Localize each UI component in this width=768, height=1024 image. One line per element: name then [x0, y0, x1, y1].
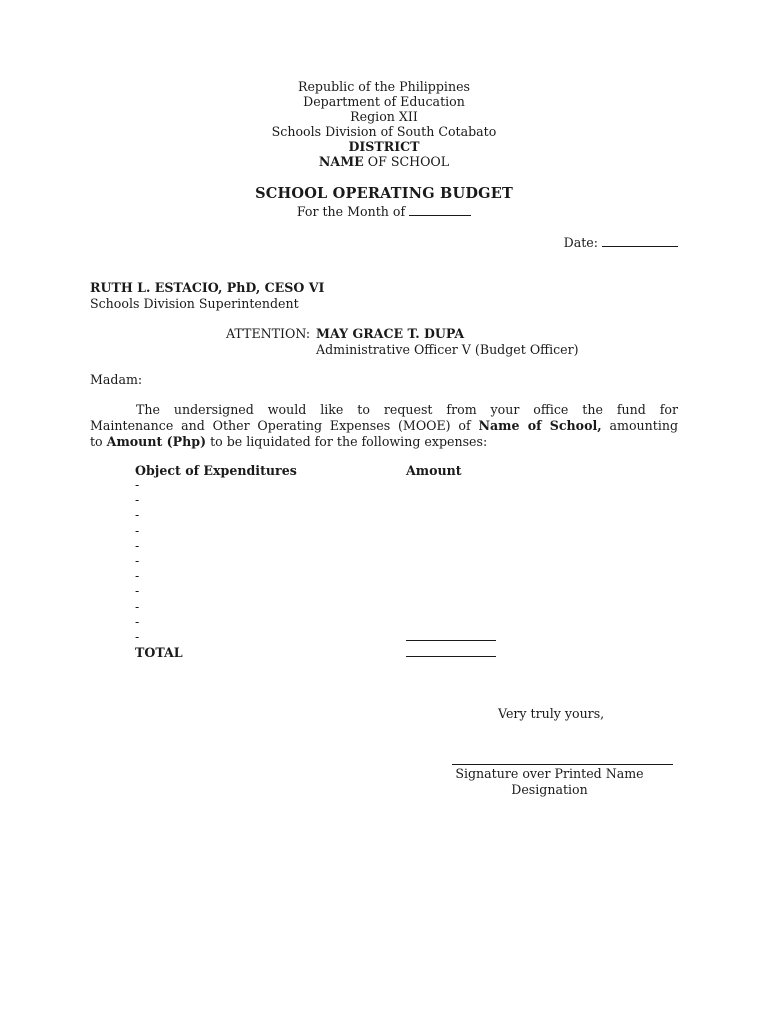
designation-label: Designation [511, 782, 588, 797]
column-header-expenditures: Object of Expenditures [135, 463, 297, 478]
expenditure-item: - [135, 613, 140, 629]
recipient-name: RUTH L. ESTACIO, PhD, CESO VI [90, 280, 325, 295]
month-blank [409, 204, 471, 216]
expenditure-item: - [135, 552, 140, 568]
attention-label: ATTENTION: [226, 326, 311, 341]
expenditure-item: - [135, 537, 140, 553]
salutation: Madam: [90, 372, 143, 387]
expenditure-item: - [135, 507, 140, 523]
header-school-name-bold: NAME [318, 154, 364, 169]
expenditure-item: - [135, 568, 140, 584]
expenditure-item: - [135, 492, 140, 508]
expenditure-item: - [135, 477, 140, 492]
body-paragraph [90, 402, 678, 450]
total-label: TOTAL [135, 645, 183, 660]
body-line-3-b: to be liquidated for the following expenses: [210, 434, 488, 449]
attention-name: MAY GRACE T. DUPA [316, 326, 465, 341]
header-department: Department of Education [303, 94, 465, 109]
body-school-name: Name of School, [478, 418, 602, 433]
date-blank [602, 235, 678, 247]
signature-line [452, 752, 673, 765]
header-school-name [0, 154, 768, 169]
header-region: Region XII [350, 109, 418, 124]
header-district: DISTRICT [348, 139, 420, 154]
body-line-3-a: to [90, 434, 103, 449]
attention-position: Administrative Officer V (Budget Officer) [316, 342, 579, 357]
body-line-3 [90, 434, 678, 450]
column-header-amount: Amount [406, 463, 462, 478]
total-blank [406, 645, 496, 660]
expenditure-list [135, 477, 139, 644]
signature-label: Signature over Printed Name [455, 766, 644, 781]
document-title: SCHOOL OPERATING BUDGET [255, 185, 513, 202]
expenditure-item: - [135, 583, 140, 599]
closing: Very truly yours, [498, 706, 605, 721]
expenditure-item: - [135, 522, 140, 538]
date-label: Date: [563, 235, 598, 250]
body-line-2-a: Maintenance and Other Operating Expenses (MOOE) of [90, 418, 471, 433]
date-line [564, 235, 678, 250]
body-line-1: The undersigned would like to request from your office the fund for [136, 402, 678, 417]
recipient-position: Schools Division Superintendent [90, 296, 299, 311]
expenditure-item: - [135, 628, 140, 644]
expenditure-item: - [135, 598, 140, 614]
month-label: For the Month of [296, 204, 406, 219]
header-republic: Republic of the Philippines [297, 79, 470, 94]
header-school-name-rest: OF SCHOOL [363, 154, 450, 169]
month-line [0, 204, 768, 219]
body-amount: Amount (Php) [106, 434, 207, 449]
body-line-2-b: amounting [609, 418, 679, 433]
header-division: Schools Division of South Cotabato [271, 124, 497, 139]
amount-blank [406, 629, 496, 644]
body-line-2 [90, 418, 678, 434]
